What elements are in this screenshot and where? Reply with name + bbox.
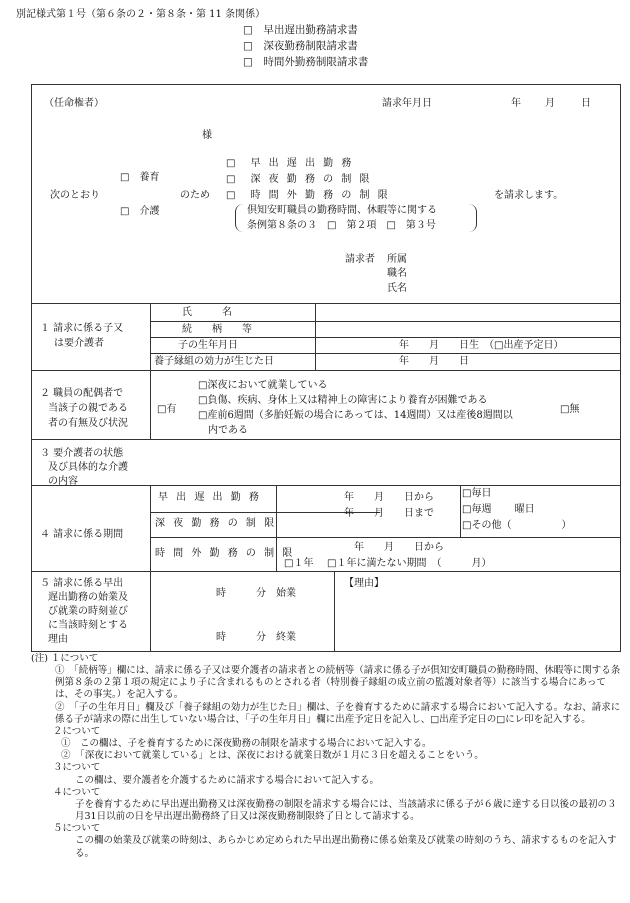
type-night-limit-checkbox[interactable]: □ 深夜勤務制限請求書 [243,40,358,52]
end-time[interactable]: 時 分 終業 [216,632,296,643]
notes [31,653,621,860]
note-1-1: ① 「続柄等」欄には、請求に係る子又は要介護者の請求者との続柄等（請求に係る子が倶知安町職員の勤務時間、休暇等に関する条例第８条の２第１項の規定により子に含まれるものとされる者（特別養子縁組の成立前の監護対象者等）に該当する場合にあっては、その事実。）を記入する。 [55,665,621,701]
spouse-item1-checkbox[interactable]: □深夜において就業している [198,380,328,391]
overtime-from[interactable]: 年 月 日から [354,542,444,553]
requester-name: 氏名 [387,283,407,294]
request-date-label: 請求年月日 [382,98,432,109]
section2-title-2: 当該子の親である [48,403,128,414]
spouse-yes-checkbox[interactable]: □有 [157,404,177,415]
requester-dept: 所属 [387,254,407,265]
section4-title: ４ 請求に係る期間 [40,529,124,540]
spouse-item3-checkbox[interactable]: □産前6週間（多胎妊娠の場合にあっては、14週間）又は産後8週間以 [198,410,513,421]
form-box [31,84,621,652]
section5-title-3: び就業の時刻並び [48,606,128,617]
period-early-late-label: 早 出 遅 出 勤 務 [158,492,262,503]
spouse-item2-checkbox[interactable]: □負傷、疾病、身体上又は精神上の障害により養育が困難である [198,395,488,406]
request-end-text: を請求します。 [494,190,564,201]
spouse-no-checkbox[interactable]: □無 [560,404,580,415]
section5-title-2: 遅出勤務の始業及 [48,592,128,603]
day-unit: 日 [581,98,591,109]
overtime-1year-checkbox[interactable]: □１年 [284,558,314,569]
adopt-value[interactable]: 年 月 日 [399,356,469,367]
request-type-list [243,24,368,72]
period-overtime-label: 時 間 外 勤 務 の 制 限 [155,548,295,559]
spouse-item3-cont: 内である [208,425,248,436]
for-purpose-text: のため [180,190,210,201]
care-nursing-checkbox[interactable]: □ 介護 [120,206,160,217]
note-2-1: ① この欄は、子を養育するために深夜勤務の制限を請求する場合において記入する。 [61,738,432,750]
every-week-checkbox[interactable]: □毎週 曜日 [462,504,535,515]
birth-label: 子の生年月日 [178,340,238,351]
note-2-2: ② 「深夜において就業している」とは、深夜における就業日数が１月に３日を超えることをいう。 [61,750,484,762]
start-time[interactable]: 時 分 始業 [216,588,296,599]
section5-title-4: に当該時刻とする [48,620,128,631]
note-3-head: ３について [53,762,101,774]
section2-title-3: 者の有無及び状況 [48,418,128,429]
note-5-head: ５について [53,823,101,835]
note-1-2: ② 「子の生年月日」欄及び「養子縁組の効力が生じた日」欄は、子を養育するために請求する場合において記入する。なお、請求に係る子が請求の際に出生していない場合は、「子の生年月日」欄に出産予定日を記入し、□出産予定日の□にレ印を記入する。 [55,701,621,725]
form-title: 別記様式第１号（第６条の２・第８条・第 11 条関係） [16,9,266,20]
section1-title-2: は要介護者 [54,338,104,349]
overtime-less-checkbox[interactable]: □１年に満たない期間 （ 月） [327,558,492,569]
note-4: 子を養育するために早出遅出勤務又は深夜勤務の制限を請求する場合には、当該請求に係る子が６歳に達する日以後の最初の３月31日以前の日を早出遅出勤務終了日又は深夜勤務制限終了日として請求する。 [75,798,617,823]
requester-position: 職名 [387,268,407,279]
period-night-limit-label: 深 夜 勤 務 の 制 限 [155,518,277,529]
note-2-head: ２について [53,725,101,737]
month-unit: 月 [545,98,555,109]
opt-night-limit-checkbox[interactable]: □ 深 夜 勤 務 の 制 限 [226,174,373,185]
type-overtime-limit-checkbox[interactable]: □ 時間外勤務制限請求書 [243,56,369,68]
section3-title-1: ３ 要介護者の状態 [40,448,124,459]
reason-label[interactable]: 【理由】 [344,578,384,589]
section5-title-1: ５ 請求に係る早出 [40,578,124,589]
note-4-head: ４について [53,786,101,798]
care-child-checkbox[interactable]: □ 養育 [120,172,160,183]
note-3: この欄は、要介護者を介護するために請求する場合において記入する。 [75,774,380,786]
opt-early-late-checkbox[interactable]: □ 早 出 遅 出 勤 務 [226,158,354,169]
period-from[interactable]: 年 月 日から [344,492,434,503]
authority-label: （任命権者） [44,98,104,109]
year-unit: 年 [511,98,521,109]
notes-head: (注) １について [31,653,99,664]
requester-label: 請求者 [345,254,375,265]
period-to[interactable]: 年 月 日まで [344,508,434,519]
section2-title-1: ２ 職員の配偶者で [40,388,124,399]
opt-overtime-limit-checkbox[interactable]: □ 時 間 外 勤 務 の 制 限 [226,190,391,201]
section1-title-1: １ 請求に係る子又 [40,323,124,334]
every-day-checkbox[interactable]: □毎日 [462,488,492,499]
note-5: この欄の始業及び就業の時刻は、あらかじめ定められた早出遅出勤務に係る始業及び就業の時刻のうち、請求するものを記入する。 [75,835,617,859]
type-early-late-checkbox[interactable]: □ 早出遅出勤務請求書 [243,24,358,36]
adopt-label: 養子縁組の効力が生じた日 [154,356,274,367]
sama-label: 様 [202,130,212,141]
other-checkbox[interactable]: □その他（ ） [462,520,572,531]
ordinance-line1: 倶知安町職員の勤務時間、休暇等に関する [247,205,437,216]
section5-title-5: 理由 [48,634,68,645]
intro-text: 次のとおり [50,190,100,201]
section3-title-2: 及び具体的な介護 [48,462,128,473]
name-label: 氏 名 [182,307,232,318]
ordinance-line2: 条例第８条の３ □ 第２項 □ 第３号 [247,220,436,231]
birth-value[interactable]: 年 月 日生 （□出産予定日） [399,340,564,351]
section3-title-3: の内容 [48,476,78,487]
relation-label: 続 柄 等 [182,324,252,335]
